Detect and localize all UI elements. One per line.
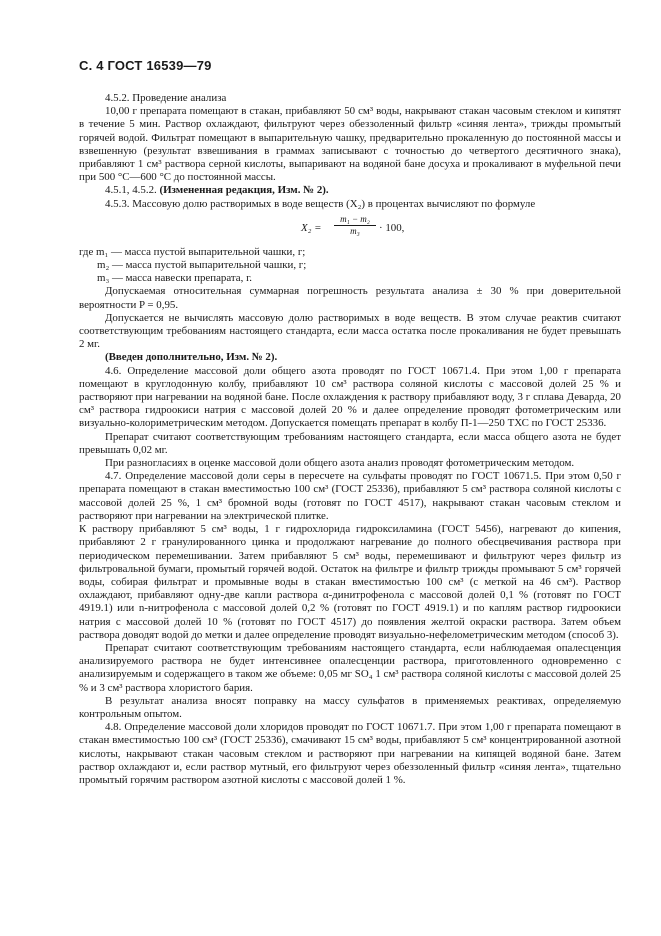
section-4-8-body: 4.8. Определение массовой доли хлоридов проводят по ГОСТ 10671.7. При этом 1,00 г препарата помещают в стакан вместимостью 100 см³ (ГОСТ 25336), смачивают 15 см³ воды, прибавляют 5 см³ концентрированной азотной кислоты, накрывают стакан часовым стеклом и растворяют при нагревании на кипящей водяной бане. Затем раствор охлаждают и, если раствор мутный, его фильтруют через обеззоленный фильтр «синяя лента», тщательно промытый горячим раствором азотной кислоты с массовой долей 1 %. (79, 721, 621, 786)
note-bold: (Измененная редакция, Изм. № 2). (159, 184, 329, 197)
formula (79, 214, 621, 242)
formula-lhs: X₂ = (301, 221, 322, 234)
section-4-5-2-title: 4.5.2. Проведение анализа (105, 92, 227, 104)
where-line-1: где m₁ — масса пустой выпарительной чашки, г; (79, 245, 306, 258)
section-4-7-body-1: 4.7. Определение массовой доли серы в пересчете на сульфаты проводят по ГОСТ 10671.5. При этом 0,50 г препарата помещают в стакан вместимостью 100 см³ (ГОСТ 25336), прибавляют 5 см³ раствора соляной кислоты с массовой долей 25 %, 1 см³ бромной воды (готовят по ГОСТ 4517), накрывают стакан часовым стеклом и растворяют при нагревании на электрической плитке. (79, 470, 621, 522)
formula-rhs: · 100, (379, 221, 405, 234)
where-line-2: m₂ — масса пустой выпарительной чашки, г; (97, 259, 307, 272)
document-body (79, 92, 621, 787)
section-4-7-accept: Препарат считают соответствующим требованиям настоящего стандарта, если наблюдаемая опалесценция анализируемого раствора не будет интенсивнее опалесценции раствора, приготовленного одновременно с анализируемым и содержащего в таком же объеме: 0,05 мг SO₄ 1 см³ раствора соляной кислоты с массовой долей 25 % и 3 см³ раствора хлористого бария. (79, 641, 621, 694)
section-4-6-dispute: При разногласиях в оценке массовой доли общего азота анализ проводят фотометрическим методом. (105, 457, 575, 470)
section-4-7-correction: В результат анализа вносят поправку на массу сульфатов в применяемых реактивах, определяемую контрольным опытом. (79, 694, 621, 720)
formula-denominator: m₃ (350, 225, 360, 236)
section-4-5-3-text: 4.5.3. Массовую долю растворимых в воде веществ (X₂) в процентах вычисляют по формуле (105, 197, 536, 210)
section-4-5-2-note (79, 184, 621, 197)
formula-fraction (334, 214, 376, 237)
allow-paragraph: Допускается не вычислять массовую долю растворимых в воде веществ. В этом случае реактив считают соответствующим требованиям настоящего стандарта, если масса остатка после прокаливания не будет превышать 2 мг. (79, 311, 621, 351)
section-4-7-body-2: К раствору прибавляют 5 см³ воды, 1 г гидрохлорида гидроксиламина (ГОСТ 5456), нагревают до кипения, прибавляют 2 г гранулированного цинка и продолжают нагревание до полного обесцвечивания раствора при периодическом перемешивании. Затем прибавляют 5 см³ воды, перемешивают и фильтруют через фильтр из фильтровальной бумаги, промытый горячей водой. Остаток на фильтре и фильтр трижды промывают 5 см³ горячей воды, собирая фильтрат и промывные воды в стакан вместимостью 100 см³ (с меткой на 46 см³). Раствор охлаждают, прибавляют одну-две капли раствора α-динитрофенола с массовой долей 0,1 % (готовят по ГОСТ 4919.1) или n-нитрофенола с массовой долей 0,2 % (готовят по ГОСТ 4919.1) и по каплям раствор гидроокиси натрия с массовой долей 10 % (готовят по ГОСТ 4517) до появления желтой окраски раствора. Затем объем раствора доводят водой до метки и далее определение проводят визуально-нефелометрическим методом (способ 3). (79, 523, 621, 641)
section-4-6-body: 4.6. Определение массовой доли общего азота проводят по ГОСТ 10671.4. При этом 1,00 г препарата помещают в круглодонную колбу, прибавляют 10 см³ раствора соляной кислоты с массовой долей 25 % и растворяют при нагревании на водяной бане. После охлаждения к раствору прибавляют воду, 3 г сплава Деварда, 20 см³ раствора гидроокиси натрия с массовой долей 20 % и далее определение проводят фотометрическим или визуально-колориметрическим методом. Допускается помещать препарат в колбу П-1—250 ТХС по ГОСТ 25336. (79, 364, 621, 430)
formula-numerator: m₁ − m₂ (334, 214, 376, 226)
intro-note: (Введен дополнительно, Изм. № 2). (105, 351, 278, 364)
where-line-3: m₃ — масса навески препарата, г. (97, 272, 253, 285)
page-header: С. 4 ГОСТ 16539—79 (79, 58, 212, 73)
tolerance-paragraph: Допускаемая относительная суммарная погрешность результата анализа ± 30 % при доверительной вероятности P = 0,95. (79, 285, 621, 311)
section-4-5-2-body: 10,00 г препарата помещают в стакан, прибавляют 50 см³ воды, накрывают стакан часовым стеклом и кипятят в течение 5 мин. Раствор охлаждают, фильтруют через обеззоленный фильтр «синяя лента», трижды промытый горячей водой. Фильтрат помещают в выпарительную чашку, предварительно прокаленную до постоянной массы и взвешенную (результат взвешивания в граммах записывают с точностью до четвертого десятичного знака), прибавляют 1 см³ раствора серной кислоты, выпаривают на водяной бане досуха и прокаливают в муфельной печи при 500 °С—600 °С до постоянной массы. (79, 105, 621, 184)
note-prefix: 4.5.1, 4.5.2. (105, 184, 160, 197)
section-4-6-accept: Препарат считают соответствующим требованиям настоящего стандарта, если масса общего азота не будет превышать 0,02 мг. (79, 430, 621, 456)
